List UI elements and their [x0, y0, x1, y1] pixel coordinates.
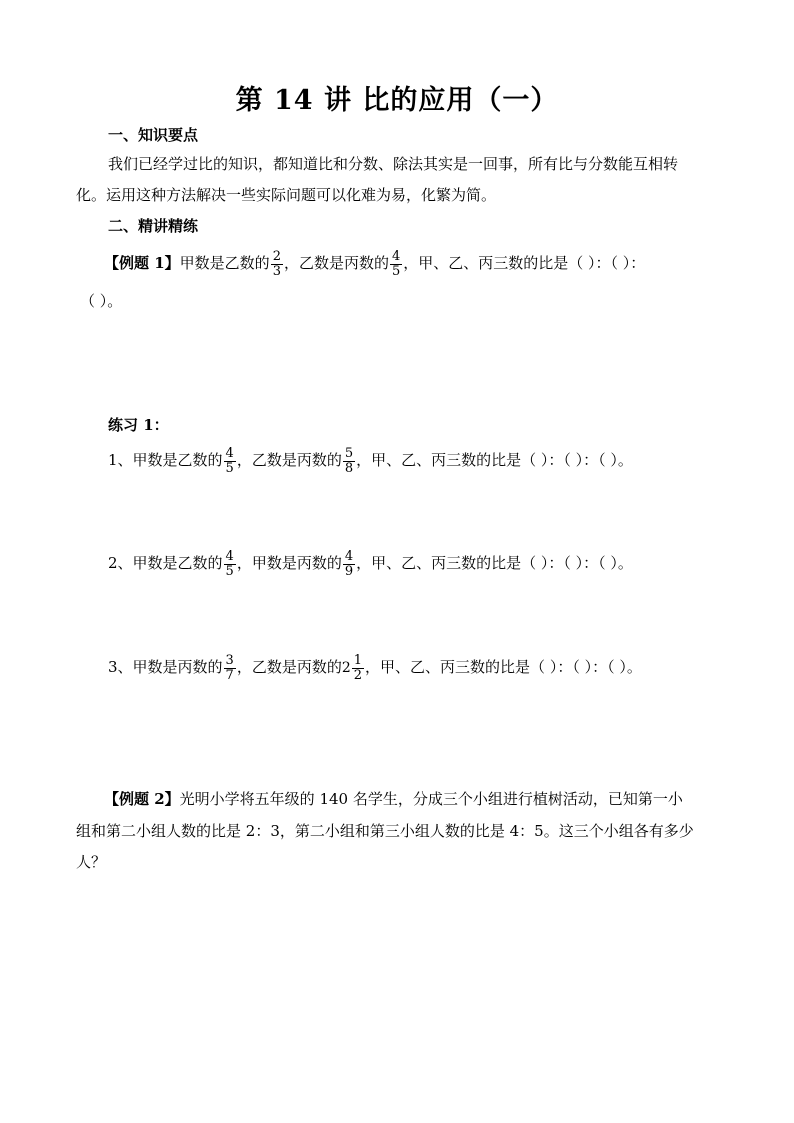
- practice-question-3: [108, 647, 642, 687]
- section-heading-knowledge: 一、知识要点: [108, 126, 199, 144]
- knowledge-paragraph-line-1: 我们已经学过比的知识，都知道比和分数、除法其实是一回事，所有比与分数能互相转: [108, 155, 679, 173]
- example-1-tag: 【例题 1】: [104, 254, 180, 272]
- question-text-1: 3、甲数是丙数的: [108, 658, 223, 676]
- fraction-numerator: 4: [225, 445, 234, 461]
- page-title: 第 14 讲 比的应用（一）: [235, 85, 559, 116]
- question-fraction-1: [224, 550, 236, 579]
- practice-question-2: [108, 543, 633, 583]
- question-text-3: ，甲、乙、丙三数的比是（ ）：（ ）：（ ）。: [356, 451, 633, 469]
- fraction-denominator: 9: [344, 563, 354, 579]
- question-text-2: ，乙数是丙数的: [236, 658, 342, 676]
- example-1-line-1: [104, 243, 645, 283]
- fraction-numerator: 2: [272, 248, 281, 264]
- fraction-numerator: 5: [344, 445, 354, 461]
- question-text-2: ，甲数是丙数的: [236, 554, 342, 572]
- section-heading-practice: 二、精讲精练: [108, 217, 199, 235]
- fraction-numerator: 3: [225, 652, 234, 668]
- fraction-denominator: 8: [344, 460, 354, 476]
- example-2-line-1: [104, 788, 683, 810]
- question-fraction-1: [224, 654, 236, 683]
- question-fraction-1: [224, 447, 236, 476]
- example-1-fraction-2: [390, 250, 402, 279]
- example-1-text-1: 甲数是乙数的: [179, 254, 270, 272]
- fraction-denominator: 3: [272, 263, 281, 279]
- fraction-numerator: 4: [391, 248, 401, 264]
- fraction-denominator: 5: [225, 563, 234, 579]
- example-1-fraction-1: [271, 250, 283, 279]
- question-text-3: ，甲、乙、丙三数的比是（ ）：（ ）：（ ）。: [365, 658, 642, 676]
- fraction-denominator: 7: [225, 667, 234, 683]
- example-1-text-2: ，乙数是丙数的: [283, 254, 389, 272]
- practice-question-1: [108, 440, 633, 480]
- example-2-line-3: 人？: [76, 853, 107, 871]
- example-1-text-3: ，甲、乙、丙三数的比是（ ）：（ ）：: [403, 254, 646, 272]
- fraction-numerator: 1: [353, 652, 363, 668]
- question-text-1: 1、甲数是乙数的: [108, 451, 223, 469]
- question-fraction-2: [343, 447, 355, 476]
- mixed-number-whole: 2: [341, 660, 351, 676]
- question-fraction-2: [352, 654, 364, 683]
- example-2-text-1: 光明小学将五年级的 140 名学生，分成三个小组进行植树活动，已知第一小: [179, 790, 683, 808]
- fraction-numerator: 4: [344, 548, 354, 564]
- knowledge-paragraph-line-2: 化。运用这种方法解决一些实际问题可以化难为易，化繁为简。: [76, 186, 497, 204]
- question-text-2: ，乙数是丙数的: [236, 451, 342, 469]
- fraction-denominator: 5: [391, 263, 401, 279]
- example-1-line-2: （ ）。: [80, 292, 123, 310]
- question-fraction-2: [343, 550, 355, 579]
- practice-1-heading: 练习 1：: [108, 416, 169, 434]
- question-text-3: ，甲、乙、丙三数的比是（ ）：（ ）：（ ）。: [356, 554, 633, 572]
- fraction-numerator: 4: [225, 548, 234, 564]
- question-text-1: 2、甲数是乙数的: [108, 554, 223, 572]
- fraction-denominator: 5: [225, 460, 234, 476]
- fraction-denominator: 2: [353, 667, 363, 683]
- example-2-tag: 【例题 2】: [104, 790, 180, 808]
- example-2-line-2: 组和第二小组人数的比是 2：3，第二小组和第三小组人数的比是 4：5。这三个小组各有多少: [76, 822, 694, 840]
